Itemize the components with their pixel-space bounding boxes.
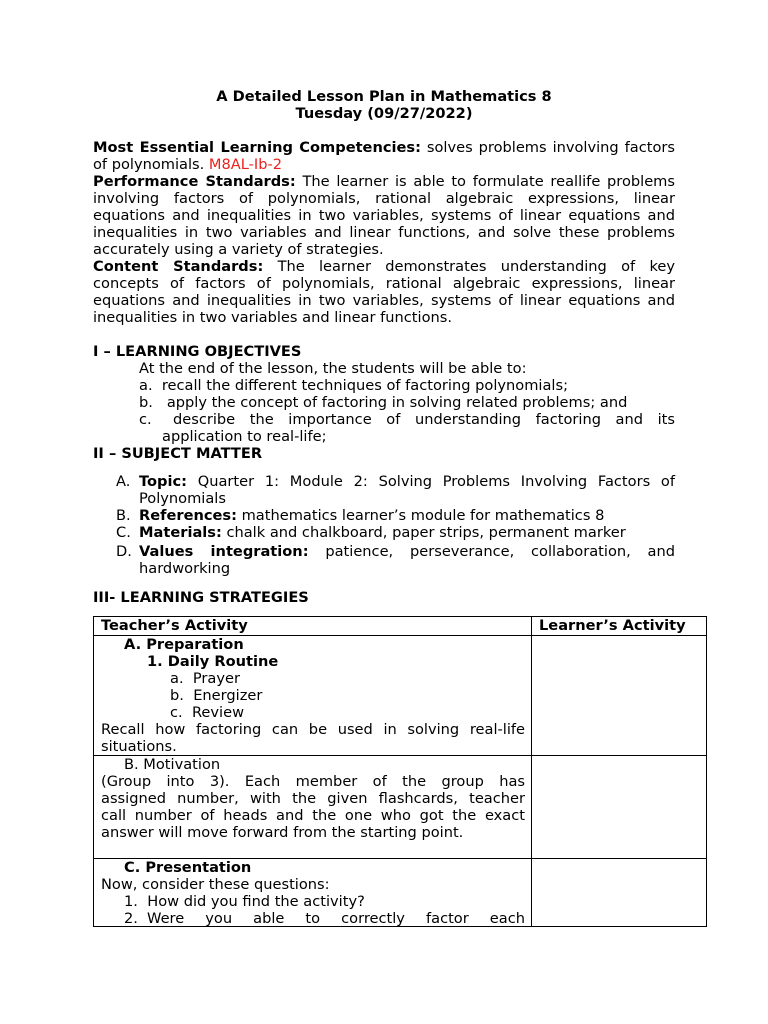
objective-item-marker: c. [139, 411, 152, 428]
strategies-table [93, 616, 707, 927]
melc-label: Most Essential Learning Competencies: [93, 139, 421, 156]
question-item: 1. How did you find the activity? [124, 893, 365, 910]
objective-item-text: describe the importance of understanding factoring and its [173, 411, 675, 428]
question-item-text: Were you able to correctly factor each [147, 910, 525, 927]
melc-text: solves problems involving factors of polynomials. [93, 139, 675, 173]
subject-matter-title: II – SUBJECT MATTER [93, 445, 263, 462]
motivation-title: B. Motivation [124, 756, 221, 773]
routine-item: b. Energizer [170, 687, 263, 704]
preparation-title: A. Preparation [124, 636, 244, 653]
learner-activity-header: Learner’s Activity [532, 617, 707, 636]
table-row [94, 756, 707, 859]
teacher-activity-header: Teacher’s Activity [94, 617, 532, 636]
subject-item-materials: Materials: chalk and chalkboard, paper strips, permanent marker [139, 524, 626, 541]
motivation-line: assigned number, with the given flashcards, teacher [101, 790, 525, 807]
subject-item-values: Values integration: patience, perseverance, collaboration, and [139, 543, 676, 560]
presentation-title: C. Presentation [124, 859, 252, 876]
table-row [94, 859, 707, 927]
subject-item-marker: A. [116, 473, 131, 490]
teacher-cell [94, 756, 532, 859]
learner-cell [532, 756, 707, 859]
cs-label: Content Standards: [93, 258, 264, 275]
subject-item-marker: D. [116, 543, 132, 560]
motivation-line: answer will move forward from the starting point. [101, 824, 464, 841]
routine-item: c. Review [170, 704, 245, 721]
motivation-line: (Group into 3). Each member of the group has [101, 773, 525, 790]
learner-cell [532, 636, 707, 756]
melc-code: M8AL-Ib-2 [208, 156, 283, 173]
question-item-marker: 2. [124, 910, 138, 927]
presentation-lead: Now, consider these questions: [101, 876, 330, 893]
ps-label: Performance Standards: [93, 173, 296, 190]
document-date: Tuesday (09/27/2022) [295, 105, 473, 122]
recall-text-continuation: situations. [101, 738, 177, 755]
objectives-lead: At the end of the lesson, the students will be able to: [139, 360, 527, 377]
motivation-line: call number of heads and the one who got the exact [101, 807, 525, 824]
objective-item: a. recall the different techniques of factoring polynomials; [139, 377, 568, 394]
learner-cell [532, 859, 707, 927]
cs-text: The learner demonstrates understanding of key concepts of factors of polynomials, rational algebraic expressions, linear equations and inequalities in two variables, systems of linear equations and inequalities in two variables and linear functions. [93, 258, 675, 326]
document-title: A Detailed Lesson Plan in Mathematics 8 [216, 88, 552, 105]
subject-item-continuation: Polynomials [139, 490, 226, 507]
performance-standards-paragraph [93, 173, 675, 258]
melc-paragraph [93, 139, 675, 173]
subject-item-continuation: hardworking [139, 560, 231, 577]
intro-section [93, 139, 675, 326]
subject-item-references: References: mathematics learner’s module for mathematics 8 [139, 507, 605, 524]
subject-item-marker: B. [116, 507, 131, 524]
ps-text: The learner is able to formulate reallife problems involving factors of polynomials, rational algebraic expressions, linear equations and inequalities in two variables, systems of linear equations and inequalities in two variables and linear functions, and solve these problems accurately using a variety of strategies. [93, 173, 676, 258]
table-header-row [94, 617, 707, 636]
subject-item-marker: C. [116, 524, 131, 541]
routine-title: 1. Daily Routine [147, 653, 279, 670]
recall-text: Recall how factoring can be used in solving real-life [101, 721, 525, 738]
teacher-cell [94, 859, 532, 927]
objectives-title: I – LEARNING OBJECTIVES [93, 343, 302, 360]
table-row [94, 636, 707, 756]
subject-item-topic: Topic: Quarter 1: Module 2: Solving Problems Involving Factors of [139, 473, 675, 490]
strategies-title: III- LEARNING STRATEGIES [93, 589, 309, 606]
objective-item: b. apply the concept of factoring in solving related problems; and [139, 394, 628, 411]
content-standards-paragraph [93, 258, 675, 326]
objective-item-continuation: application to real-life; [162, 428, 327, 445]
teacher-cell [94, 636, 532, 756]
routine-item: a. Prayer [170, 670, 240, 687]
